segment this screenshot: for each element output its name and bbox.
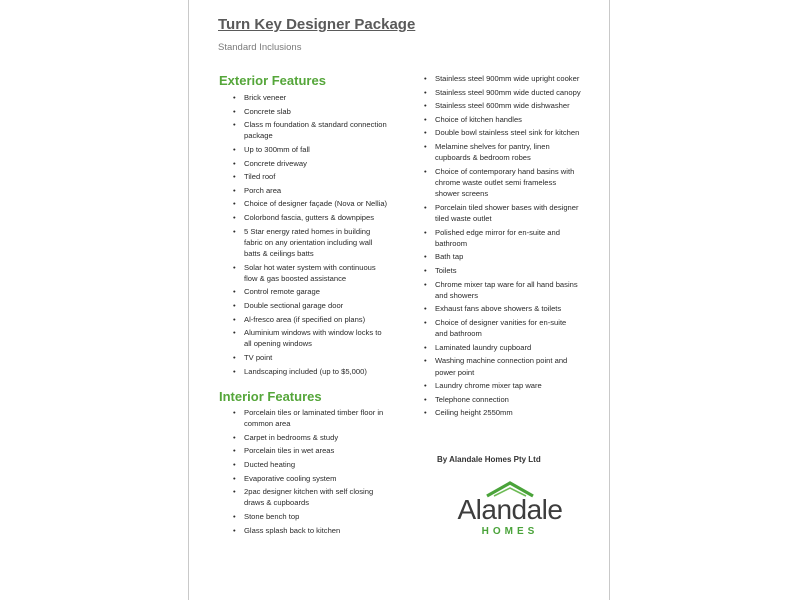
list-item bbox=[232, 92, 390, 103]
bullet-icon: • bbox=[233, 185, 236, 195]
bullet-icon: • bbox=[424, 202, 427, 212]
bullet-icon: • bbox=[424, 342, 427, 352]
bullet-icon: • bbox=[424, 356, 427, 366]
bullet-icon: • bbox=[424, 252, 427, 262]
interior-heading: Interior Features bbox=[219, 389, 322, 404]
list-item bbox=[232, 525, 390, 536]
list-item-text: Stainless steel 900mm wide upright cooker bbox=[435, 74, 580, 83]
list-item bbox=[232, 198, 390, 209]
list-item-text: Aluminium windows with window locks to all opening windows bbox=[244, 328, 382, 349]
list-item bbox=[423, 251, 581, 262]
list-item bbox=[232, 144, 390, 155]
list-item-text: Colorbond fascia, gutters & downpipes bbox=[244, 212, 375, 222]
list-item-text: Up to 300mm of fall bbox=[244, 144, 310, 154]
list-item-text: Al-fresco area (if specified on plans) bbox=[244, 314, 366, 324]
bullet-icon: • bbox=[233, 408, 236, 417]
exterior-features-list bbox=[232, 92, 390, 379]
document-page bbox=[188, 0, 610, 600]
logo-sub: HOMES bbox=[481, 526, 539, 537]
list-item-text: Laundry chrome mixer tap ware bbox=[435, 381, 542, 391]
bullet-icon: • bbox=[424, 408, 427, 418]
bullet-icon: • bbox=[424, 381, 427, 391]
list-item bbox=[423, 127, 581, 138]
bullet-icon: • bbox=[233, 473, 236, 483]
list-item-text: Porcelain tiles or laminated timber floor in common area bbox=[244, 408, 384, 429]
list-item bbox=[232, 473, 390, 484]
list-item bbox=[423, 87, 581, 98]
list-item bbox=[232, 432, 390, 443]
list-item-text: Control remote garage bbox=[244, 287, 320, 297]
list-item-text: Solar hot water system with continuous flow & gas boosted assistance bbox=[244, 262, 376, 283]
list-item bbox=[423, 73, 581, 84]
list-item bbox=[423, 303, 581, 314]
list-item-text: Ducted heating bbox=[244, 459, 296, 469]
list-item-text: Toilets bbox=[435, 265, 457, 275]
bullet-icon: • bbox=[424, 141, 427, 151]
list-item-text: Concrete driveway bbox=[244, 158, 307, 168]
list-item-text: Landscaping included (up to $5,000) bbox=[244, 366, 367, 376]
list-item-text: Porcelain tiles in wet areas bbox=[244, 446, 335, 456]
list-item bbox=[232, 171, 390, 182]
list-item-text: Evaporative cooling system bbox=[244, 473, 337, 483]
list-item-text: Laminated laundry cupboard bbox=[435, 342, 532, 352]
list-item-text: Bath tap bbox=[435, 252, 464, 262]
list-item-text: Brick veneer bbox=[244, 93, 287, 102]
alandale-logo bbox=[445, 480, 575, 540]
bullet-icon: • bbox=[233, 352, 236, 362]
list-item-text: Exhaust fans above showers & toilets bbox=[435, 304, 562, 314]
document-title: Turn Key Designer Package bbox=[218, 16, 416, 33]
list-item bbox=[423, 279, 581, 301]
bullet-icon: • bbox=[424, 227, 427, 237]
list-item-text: Glass splash back to kitchen bbox=[244, 525, 341, 535]
list-item-text: 2pac designer kitchen with self closing draws & cupboards bbox=[244, 487, 374, 508]
bullet-icon: • bbox=[233, 199, 236, 209]
list-item bbox=[232, 226, 390, 260]
list-item-text: Stone bench top bbox=[244, 511, 300, 521]
list-item-text: Stainless steel 600mm wide dishwasher bbox=[435, 101, 570, 111]
list-item-text: Porcelain tiled shower bases with designer tiled waste outlet bbox=[435, 202, 579, 223]
list-item bbox=[423, 394, 581, 405]
bullet-icon: • bbox=[233, 158, 236, 168]
bullet-icon: • bbox=[233, 106, 236, 116]
list-item bbox=[423, 407, 581, 418]
list-item-text: Stainless steel 900mm wide ducted canopy bbox=[435, 87, 581, 97]
list-item bbox=[423, 114, 581, 125]
list-item bbox=[232, 106, 390, 117]
bullet-icon: • bbox=[424, 304, 427, 314]
bullet-icon: • bbox=[233, 432, 236, 442]
list-item-text: Washing machine connection point and power point bbox=[435, 356, 568, 377]
list-item-text: Concrete slab bbox=[244, 106, 291, 116]
list-item-text: Chrome mixer tap ware for all hand basins and showers bbox=[435, 279, 578, 300]
bullet-icon: • bbox=[233, 212, 236, 222]
list-item-text: TV point bbox=[244, 352, 273, 362]
list-item-text: Double bowl stainless steel sink for kitchen bbox=[435, 128, 580, 138]
interior-features-list bbox=[232, 407, 390, 538]
list-item-text: Double sectional garage door bbox=[244, 300, 344, 310]
bullet-icon: • bbox=[233, 446, 236, 456]
bullet-icon: • bbox=[424, 279, 427, 289]
list-item bbox=[232, 119, 390, 141]
bullet-icon: • bbox=[424, 317, 427, 327]
list-item bbox=[232, 286, 390, 297]
list-item bbox=[423, 342, 581, 353]
list-item-text: Choice of designer vanities for en-suite and bathroom bbox=[435, 317, 567, 339]
bullet-icon: • bbox=[233, 287, 236, 297]
list-item bbox=[232, 262, 390, 284]
continued-features-list bbox=[423, 73, 581, 421]
list-item bbox=[423, 355, 581, 377]
bullet-icon: • bbox=[424, 394, 427, 404]
bullet-icon: • bbox=[233, 487, 236, 497]
list-item-text: Choice of contemporary hand basins with chrome waste outlet semi frameless shower screens bbox=[435, 166, 575, 199]
by-line: By Alandale Homes Pty Ltd bbox=[437, 455, 541, 464]
list-item-text: Porch area bbox=[244, 185, 282, 195]
bullet-icon: • bbox=[233, 366, 236, 376]
list-item bbox=[232, 212, 390, 223]
bullet-icon: • bbox=[233, 144, 236, 154]
bullet-icon: • bbox=[233, 314, 236, 324]
bullet-icon: • bbox=[424, 128, 427, 138]
list-item bbox=[232, 327, 390, 349]
list-item-text: 5 Star energy rated homes in building fabric on any orientation including wall batts & ceilings batts bbox=[244, 226, 373, 258]
bullet-icon: • bbox=[424, 87, 427, 97]
list-item bbox=[232, 511, 390, 522]
list-item bbox=[423, 317, 581, 339]
list-item-text: Tiled roof bbox=[244, 172, 276, 182]
list-item bbox=[232, 185, 390, 196]
bullet-icon: • bbox=[233, 226, 236, 236]
bullet-icon: • bbox=[424, 74, 427, 83]
list-item bbox=[232, 407, 390, 429]
bullet-icon: • bbox=[233, 172, 236, 182]
list-item bbox=[232, 445, 390, 456]
bullet-icon: • bbox=[233, 300, 236, 310]
document-subtitle: Standard Inclusions bbox=[218, 42, 302, 53]
bullet-icon: • bbox=[424, 101, 427, 111]
list-item-text: Class m foundation & standard connection package bbox=[244, 120, 387, 141]
bullet-icon: • bbox=[424, 114, 427, 124]
bullet-icon: • bbox=[233, 120, 236, 130]
bullet-icon: • bbox=[233, 459, 236, 469]
list-item bbox=[423, 166, 581, 200]
list-item bbox=[232, 366, 390, 377]
list-item bbox=[423, 380, 581, 391]
list-item bbox=[232, 459, 390, 470]
list-item-text: Choice of designer façade (Nova or Nellia) bbox=[244, 199, 388, 209]
bullet-icon: • bbox=[233, 525, 236, 535]
list-item bbox=[232, 314, 390, 325]
list-item bbox=[232, 158, 390, 169]
bullet-icon: • bbox=[424, 166, 427, 176]
list-item-text: Polished edge mirror for en-suite and bathroom bbox=[435, 227, 560, 248]
list-item bbox=[423, 227, 581, 249]
list-item bbox=[232, 300, 390, 311]
list-item bbox=[232, 486, 390, 508]
list-item bbox=[423, 141, 581, 163]
bullet-icon: • bbox=[424, 265, 427, 275]
list-item bbox=[232, 352, 390, 363]
list-item bbox=[423, 100, 581, 111]
list-item bbox=[423, 202, 581, 224]
list-item-text: Telephone connection bbox=[435, 394, 509, 404]
list-item bbox=[423, 265, 581, 276]
bullet-icon: • bbox=[233, 93, 236, 102]
list-item-text: Melamine shelves for pantry, linen cupboards & bedroom robes bbox=[435, 141, 550, 163]
exterior-heading: Exterior Features bbox=[219, 73, 326, 88]
bullet-icon: • bbox=[233, 328, 236, 338]
list-item-text: Ceiling height 2550mm bbox=[435, 408, 513, 418]
bullet-icon: • bbox=[233, 262, 236, 272]
list-item-text: Carpet in bedrooms & study bbox=[244, 432, 339, 442]
list-item-text: Choice of kitchen handles bbox=[435, 114, 522, 124]
logo-name: Alandale bbox=[457, 494, 563, 525]
bullet-icon: • bbox=[233, 511, 236, 521]
